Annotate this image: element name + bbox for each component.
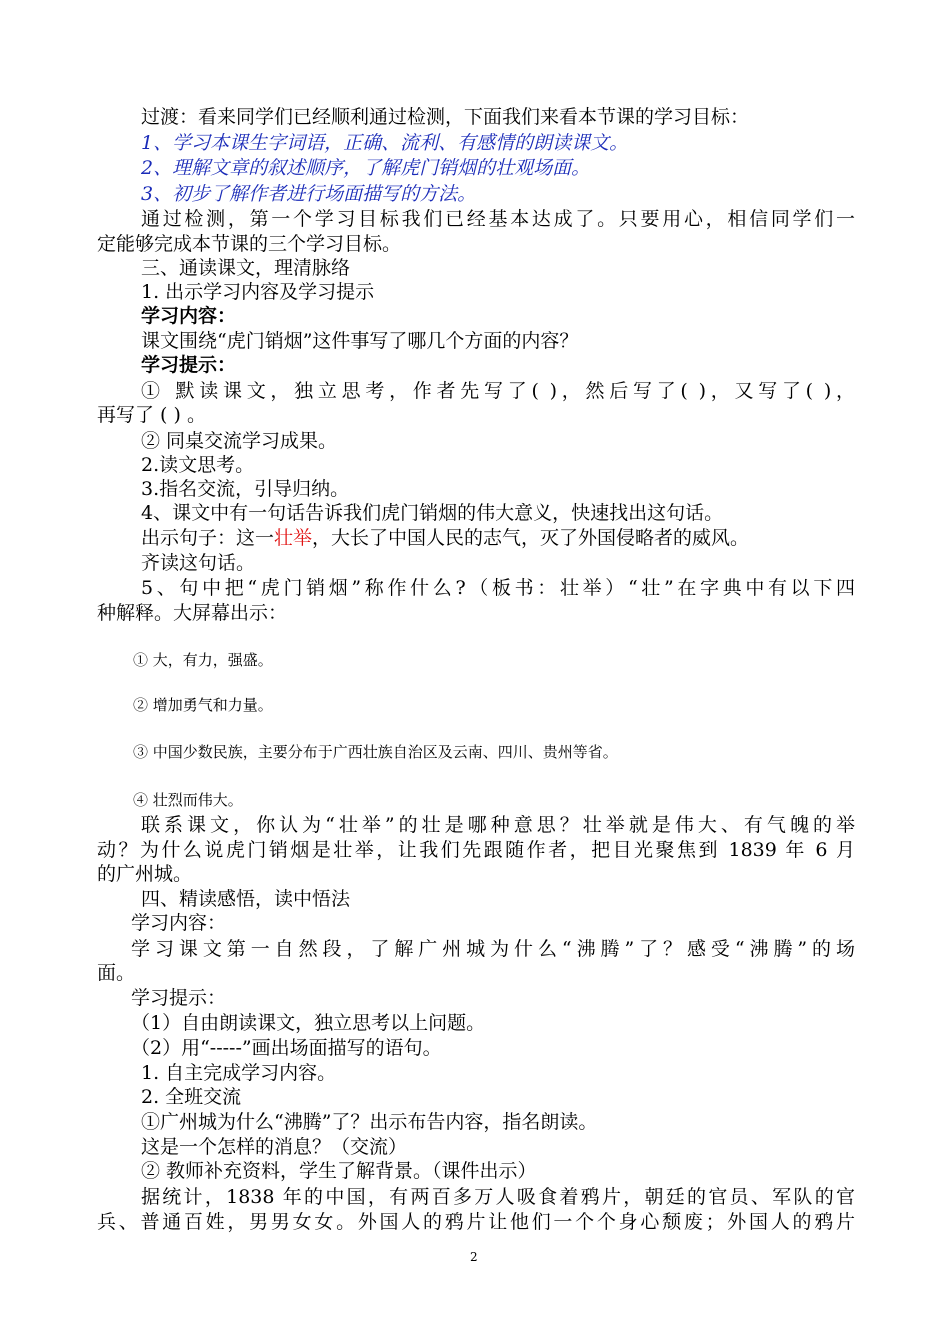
paragraph-line: 学习课文第一自然段，了解广州城为什么“沸腾”了？感受“沸腾”的场	[131, 938, 855, 960]
discussion-item-2: ② 教师补充资料，学生了解背景。（课件出示）	[141, 1160, 537, 1182]
highlight-word: 壮举	[274, 527, 313, 549]
goal-3: 3、初步了解作者进行场面描写的方法。	[141, 183, 477, 205]
paragraph-line: 种解释。大屏幕出示：	[97, 602, 288, 624]
tip-item-1: ① 默读课文，独立思考，作者先写了( )，然后写了( )，又写了( )，	[141, 380, 855, 402]
step-item: 2. 全班交流	[141, 1086, 242, 1108]
paragraph-line: 据统计，1838 年的中国，有两百多万人吸食着鸦片，朝廷的官员、军队的官	[141, 1186, 855, 1208]
goal-2: 2、理解文章的叙述顺序，了解虎门销烟的壮观场面。	[141, 157, 591, 179]
quoted-sentence-prefix: 出示句子：这一	[141, 527, 275, 549]
definition-2: ② 增加勇气和力量。	[133, 696, 273, 714]
step-heading: 1. 出示学习内容及学习提示	[141, 281, 375, 303]
tip-item-2: ② 同桌交流学习成果。	[141, 430, 338, 452]
learning-content-text: 课文围绕“虎门销烟”这件事写了哪几个方面的内容？	[141, 330, 579, 352]
paragraph-line: 定能够完成本节课的三个学习目标。	[97, 233, 402, 255]
paragraph-line: 通过检测，第一个学习目标我们已经基本达成了。只要用心，相信同学们一	[141, 208, 855, 230]
quoted-sentence-rest: ，大长了中国人民的志气，灭了外国侵略者的威风。	[312, 527, 750, 549]
paragraph-line: 这是一个怎样的消息？（交流）	[141, 1136, 408, 1158]
tip-item-a: （1）自由朗读课文，独立思考以上问题。	[131, 1012, 486, 1034]
section-heading-4: 四、精读感悟，读中悟法	[141, 888, 351, 910]
learning-content-heading-2: 学习内容：	[131, 912, 227, 934]
goal-1: 1、学习本课生字词语，正确、流利、有感情的朗读课文。	[141, 132, 629, 154]
discussion-item-1: ①广州城为什么“沸腾”了？出示布告内容，指名朗读。	[141, 1111, 598, 1133]
transition-text: 过渡：看来同学们已经顺利通过检测，下面我们来看本节课的学习目标：	[141, 106, 750, 128]
question-4: 4、课文中有一句话告诉我们虎门销烟的伟大意义，快速找出这句话。	[141, 502, 724, 524]
quoted-sentence	[141, 525, 749, 551]
page-number: 2	[470, 1250, 478, 1264]
question-5: 5、句中把“虎门销烟”称作什么?（板书：壮举）“壮”在字典中有以下四	[141, 577, 855, 599]
paragraph-line: 联系课文，你认为“壮举”的壮是哪种意思？壮举就是伟大、有气魄的举	[141, 814, 855, 836]
definition-4: ④ 壮烈而伟大。	[133, 791, 243, 809]
learning-tips-heading-2: 学习提示：	[131, 987, 227, 1009]
paragraph-line: 齐读这句话。	[141, 552, 256, 574]
step-item: 1. 自主完成学习内容。	[141, 1062, 337, 1084]
section-heading-3: 三、通读课文，理清脉络	[141, 257, 351, 279]
paragraph-line: 动？为什么说虎门销烟是壮举，让我们先跟随作者，把目光聚焦到 1839 年 6 月	[97, 839, 855, 861]
learning-content-heading: 学习内容：	[141, 305, 237, 327]
paragraph-line: 的广州城。	[97, 863, 193, 885]
definition-1: ① 大，有力，强盛。	[133, 651, 273, 669]
paragraph-line: 兵、普通百姓，男男女女。外国人的鸦片让他们一个个身心颓废；外国人的鸦片	[97, 1211, 855, 1233]
tip-item-b: （2）用“-----”画出场面描写的语句。	[131, 1037, 442, 1059]
paragraph-line: 再写了 ( ) 。	[97, 404, 206, 426]
learning-tips-heading: 学习提示：	[141, 354, 237, 376]
step-item: 2.读文思考。	[141, 454, 255, 476]
paragraph-line: 面。	[97, 962, 136, 984]
step-item: 3.指名交流，引导归纳。	[141, 478, 350, 500]
definition-3: ③ 中国少数民族，主要分布于广西壮族自治区及云南、四川、贵州等省。	[133, 743, 618, 761]
